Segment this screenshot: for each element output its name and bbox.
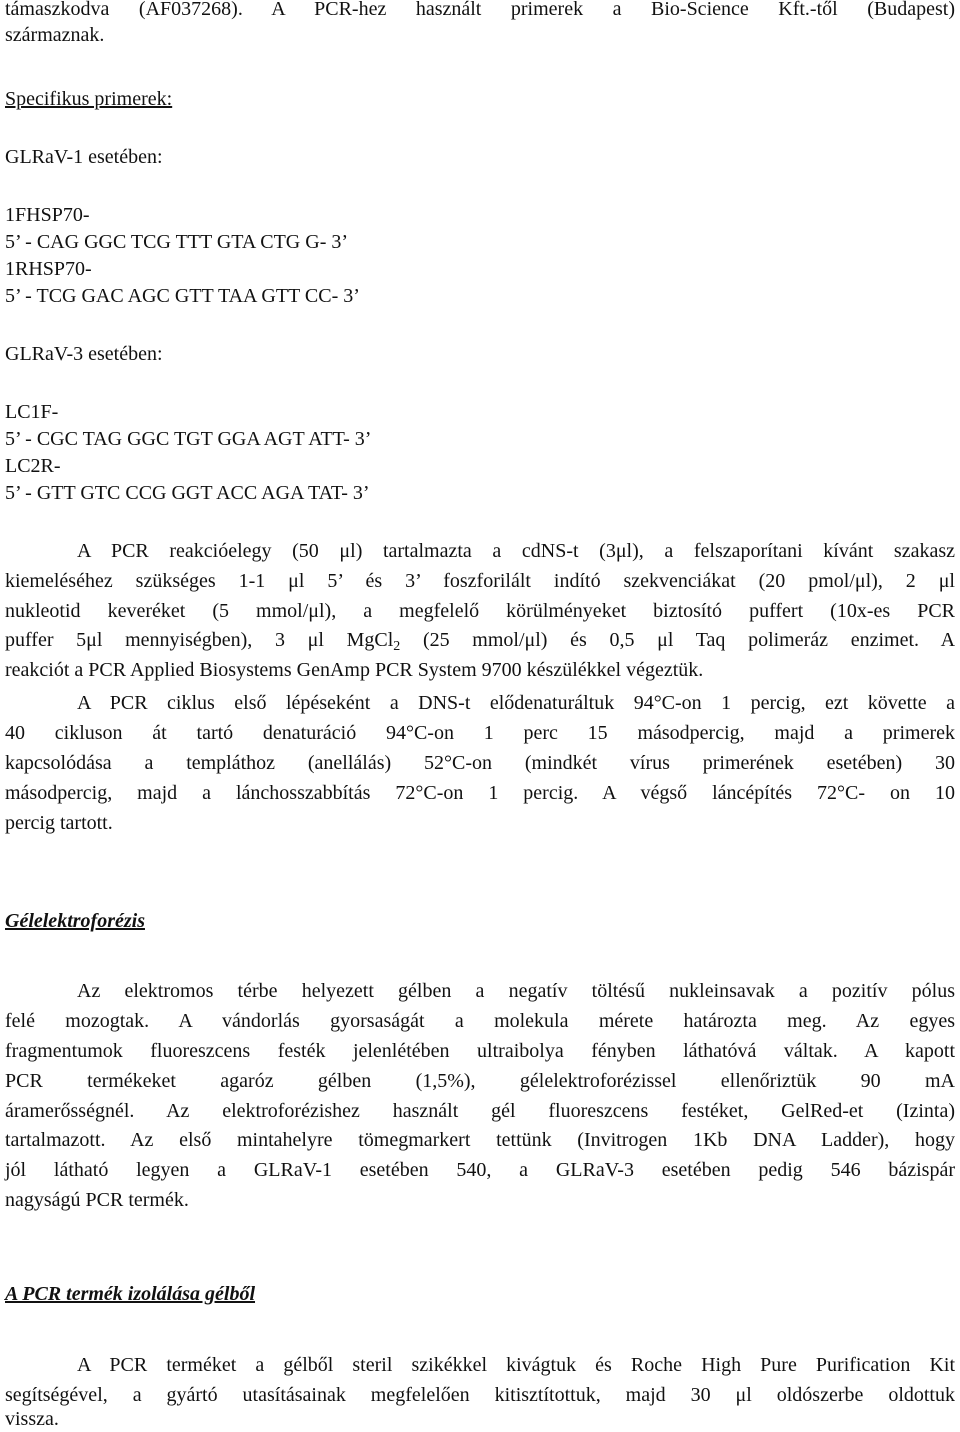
glrav3-primer-seq-1: 5’ - CGC TAG GGC TGT GGA AGT ATT- 3’ — [5, 428, 372, 450]
reaction-line-4-end: (25 mmol/μl) és 0,5 μl Taq polimeráz enzimet. A — [400, 629, 956, 651]
glrav1-title: GLRaV-1 esetében: — [5, 146, 163, 168]
gel-line-5: áramerősségnél. Az elektroforézishez használt gél fluoreszcens festéket, GelRed-et (Izinta) — [5, 1100, 955, 1122]
reaction-line-1: A PCR reakcióelegy (50 μl) tartalmazta a cdNS-t (3μl), a felszaporítani kívánt szakasz — [77, 540, 955, 562]
gel-line-4: PCR termékeket agaróz gélben (1,5%), gélelektroforézissel ellenőriztük 90 mA — [5, 1070, 955, 1092]
reaction-line-4 — [5, 627, 955, 653]
reaction-line-3: nukleotid keveréket (5 mmol/μl), a megfelelő körülményeket biztosító puffert (10x-es PCR — [5, 600, 955, 622]
intro-line-1: támaszkodva (AF037268). A PCR-hez használt primerek a Bio-Science Kft.-től (Budapest) — [5, 0, 955, 20]
mgcl2-subscript: 2 — [393, 639, 401, 654]
reaction-line-2: kiemeléséhez szükséges 1-1 μl 5’ és 3’ foszforilált indító szekvenciákat (20 pmol/μl), 2 μl — [5, 570, 955, 592]
gel-line-8: nagyságú PCR termék. — [5, 1189, 189, 1211]
gel-line-1: Az elektromos térbe helyezett gélben a negatív töltésű nukleinsavak a pozitív pólus — [77, 980, 955, 1002]
gel-heading: Gélelektroforézis — [5, 910, 145, 932]
glrav3-primer-name-2: LC2R- — [5, 455, 61, 477]
glrav1-primer-seq-1: 5’ - CAG GGC TCG TTT GTA CTG G- 3’ — [5, 231, 349, 253]
glrav1-primer-seq-2: 5’ - TCG GAC AGC GTT TAA GTT CC- 3’ — [5, 285, 360, 307]
cycle-line-3: kapcsolódása a templáthoz (anellálás) 52°C-on (mindkét vírus primerének esetében) 30 — [5, 752, 955, 774]
isolation-line-1: A PCR terméket a gélből steril szikékkel kivágtuk és Roche High Pure Purification Kit — [77, 1354, 955, 1376]
cycle-line-2: 40 cikluson át tartó denaturáció 94°C-on 1 perc 15 másodpercig, majd a primerek — [5, 722, 955, 744]
glrav3-title: GLRaV-3 esetében: — [5, 343, 163, 365]
glrav3-primer-name-1: LC1F- — [5, 401, 59, 423]
cycle-line-4: másodpercig, majd a lánchosszabbítás 72°C-on 1 percig. A végső láncépítés 72°C- on 10 — [5, 782, 955, 804]
intro-line-2: származnak. — [5, 24, 105, 46]
isolation-line-2: segítségével, a gyártó utasításainak megfelelően kitisztítottuk, majd 30 μl oldószerbe oldottuk — [5, 1384, 955, 1406]
gel-line-7: jól látható legyen a GLRaV-1 esetében 540, a GLRaV-3 esetében pedig 546 bázispár — [5, 1159, 955, 1181]
primers-section-title: Specifikus primerek: — [5, 88, 173, 110]
gel-line-3: fragmentumok fluoreszcens festék jelenlétében ultraibolya fényben láthatóvá váltak. A kapott — [5, 1040, 955, 1062]
isolation-heading: A PCR termék izolálása gélből — [5, 1283, 256, 1305]
glrav1-primer-name-2: 1RHSP70- — [5, 258, 92, 280]
reaction-line-5: reakciót a PCR Applied Biosystems GenAmp PCR System 9700 készülékkel végeztük. — [5, 659, 704, 681]
isolation-line-3: vissza. — [5, 1408, 59, 1430]
gel-line-6: tartalmazott. Az első mintahelyre tömegmarkert tettünk (Invitrogen 1Kb DNA Ladder), hogy — [5, 1129, 955, 1151]
glrav3-primer-seq-2: 5’ - GTT GTC CCG GGT ACC AGA TAT- 3’ — [5, 482, 370, 504]
cycle-line-1: A PCR ciklus első lépéseként a DNS-t elődenaturáltuk 94°C-on 1 percig, ezt követte a — [77, 692, 955, 714]
gel-line-2: felé mozogtak. A vándorlás gyorsaságát a molekula mérete határozta meg. Az egyes — [5, 1010, 955, 1032]
cycle-line-5: percig tartott. — [5, 812, 113, 834]
glrav1-primer-name-1: 1FHSP70- — [5, 204, 90, 226]
reaction-line-4-start: puffer 5μl mennyiségben), 3 μl MgCl — [5, 629, 394, 651]
